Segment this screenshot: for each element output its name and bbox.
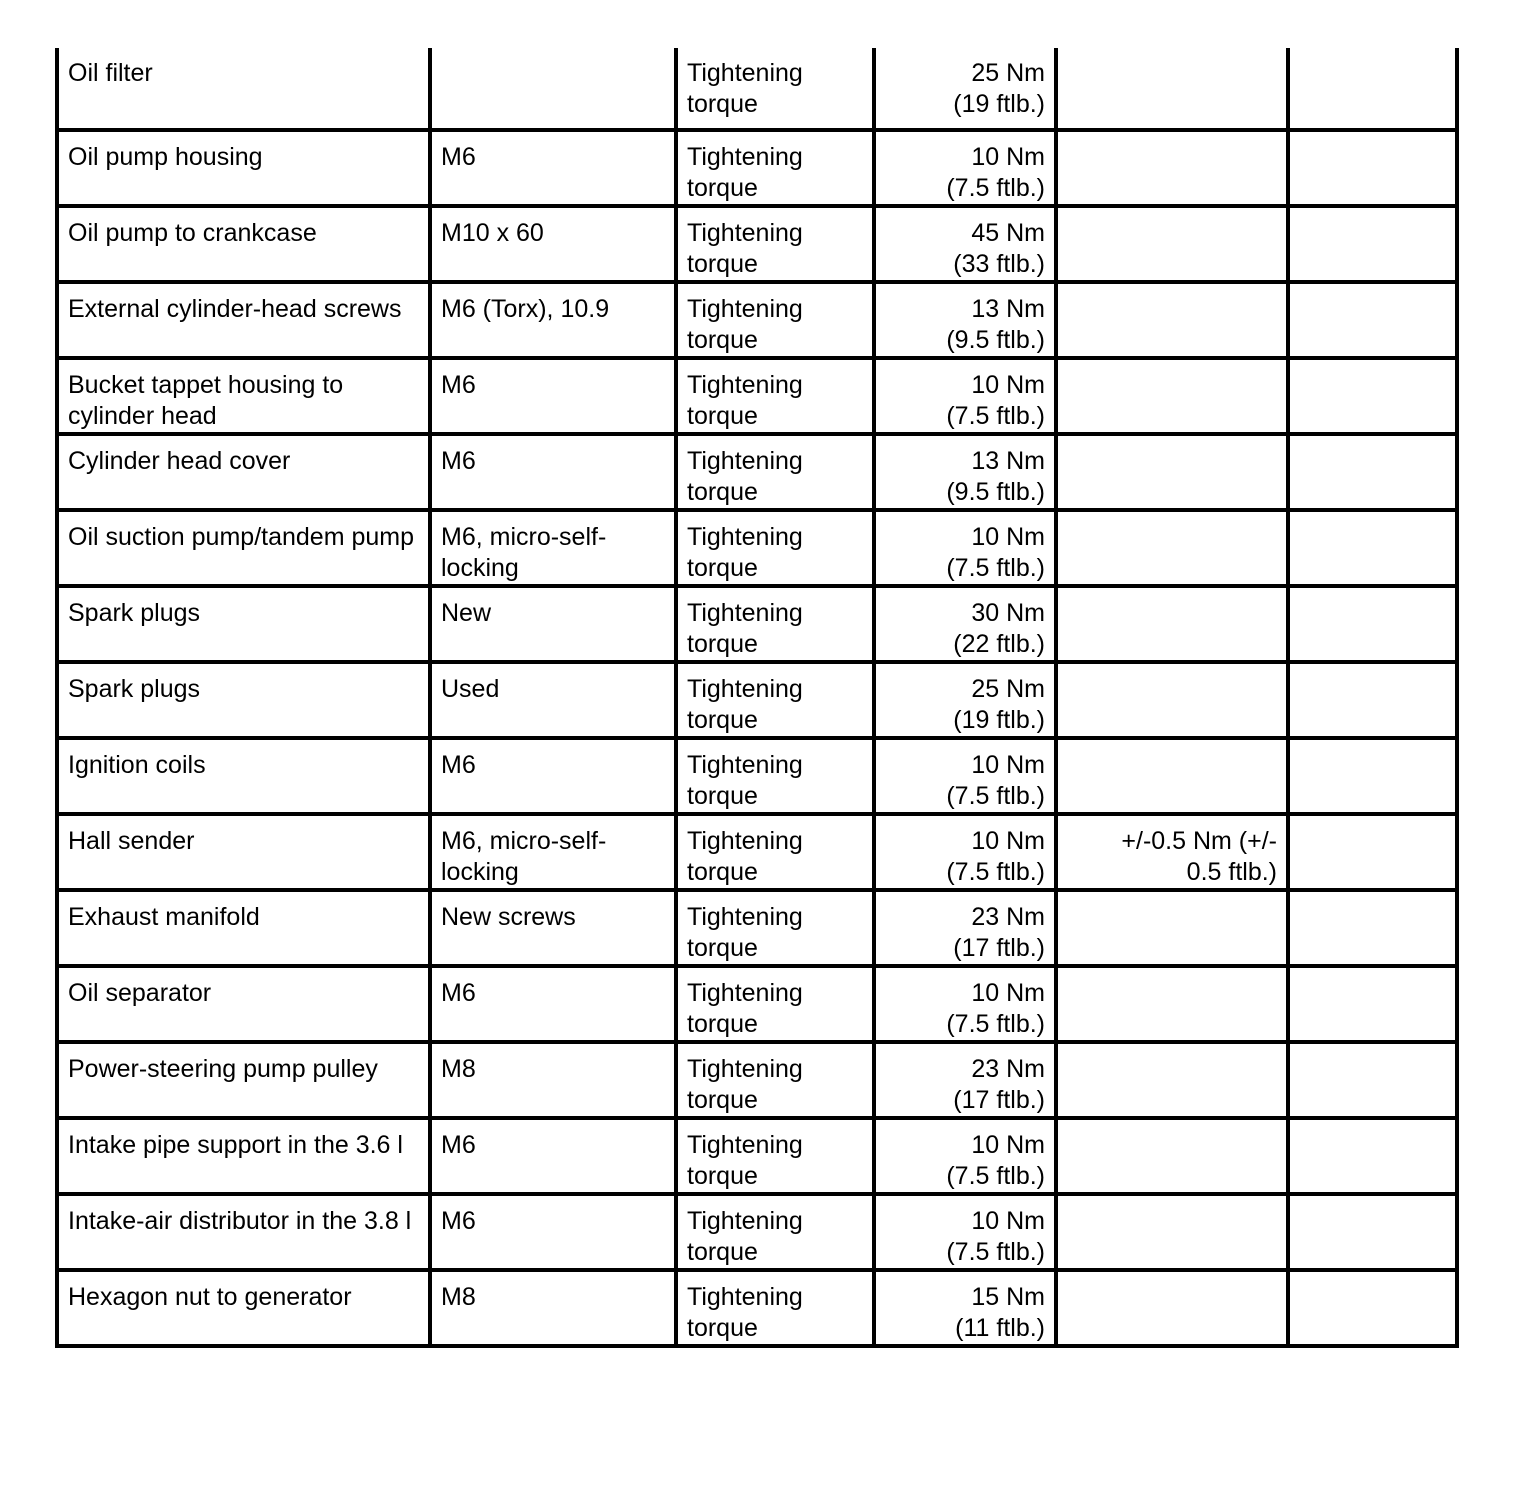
type-cell-line: Tightening <box>687 143 803 171</box>
value-cell-line: (9.5 ftlb.) <box>946 326 1045 354</box>
type-cell-line: torque <box>687 858 758 886</box>
note-cell <box>1288 1118 1457 1194</box>
value-cell <box>874 1194 1056 1270</box>
value-cell-line: 30 Nm <box>971 599 1045 627</box>
spec-cell: M6 <box>430 434 676 510</box>
value-cell-line: 10 Nm <box>971 1131 1045 1159</box>
value-cell-line: 25 Nm <box>971 59 1045 87</box>
type-cell <box>676 814 874 890</box>
value-cell-line: (17 ftlb.) <box>953 934 1045 962</box>
note-cell <box>1288 434 1457 510</box>
type-cell-line: Tightening <box>687 219 803 247</box>
type-cell-line: torque <box>687 90 758 118</box>
table-row <box>57 662 1457 738</box>
value-cell-line: 15 Nm <box>971 1283 1045 1311</box>
tolerance-cell <box>1056 662 1288 738</box>
component-cell: Cylinder head cover <box>57 434 430 510</box>
spec-cell: M8 <box>430 1042 676 1118</box>
table-row <box>57 966 1457 1042</box>
spec-cell: M6 <box>430 358 676 434</box>
value-cell <box>874 966 1056 1042</box>
type-cell-line: torque <box>687 782 758 810</box>
type-cell-line: torque <box>687 630 758 658</box>
value-cell-line: 25 Nm <box>971 675 1045 703</box>
value-cell <box>874 130 1056 206</box>
type-cell <box>676 966 874 1042</box>
spec-cell: M6 <box>430 1194 676 1270</box>
spec-cell: M10 x 60 <box>430 206 676 282</box>
type-cell <box>676 586 874 662</box>
type-cell-line: torque <box>687 250 758 278</box>
component-cell: Hexagon nut to generator <box>57 1270 430 1346</box>
table-row <box>57 890 1457 966</box>
table-row <box>57 1270 1457 1346</box>
type-cell <box>676 1194 874 1270</box>
value-cell <box>874 586 1056 662</box>
type-cell-line: Tightening <box>687 599 803 627</box>
tolerance-cell-line: +/-0.5 Nm (+/- <box>1121 827 1277 855</box>
type-cell <box>676 510 874 586</box>
value-cell-line: 10 Nm <box>971 523 1045 551</box>
tolerance-cell <box>1056 1042 1288 1118</box>
type-cell-line: torque <box>687 1314 758 1342</box>
value-cell <box>874 1042 1056 1118</box>
type-cell-line: torque <box>687 326 758 354</box>
value-cell <box>874 282 1056 358</box>
table-body <box>57 48 1457 1346</box>
note-cell <box>1288 358 1457 434</box>
table-row <box>57 586 1457 662</box>
spec-cell: M6 <box>430 738 676 814</box>
tolerance-cell <box>1056 814 1288 890</box>
type-cell-line: Tightening <box>687 295 803 323</box>
type-cell-line: torque <box>687 554 758 582</box>
type-cell <box>676 130 874 206</box>
tolerance-cell <box>1056 434 1288 510</box>
note-cell <box>1288 1194 1457 1270</box>
component-cell: Intake pipe support in the 3.6 l <box>57 1118 430 1194</box>
type-cell <box>676 738 874 814</box>
note-cell <box>1288 586 1457 662</box>
type-cell-line: torque <box>687 174 758 202</box>
spec-cell: Used <box>430 662 676 738</box>
table-row <box>57 434 1457 510</box>
component-cell: Oil separator <box>57 966 430 1042</box>
tolerance-cell <box>1056 510 1288 586</box>
value-cell <box>874 814 1056 890</box>
table-row <box>57 738 1457 814</box>
spec-cell: M6 <box>430 966 676 1042</box>
value-cell-line: (7.5 ftlb.) <box>946 782 1045 810</box>
component-cell: Hall sender <box>57 814 430 890</box>
note-cell <box>1288 282 1457 358</box>
value-cell-line: (7.5 ftlb.) <box>946 1162 1045 1190</box>
tolerance-cell <box>1056 966 1288 1042</box>
type-cell-line: torque <box>687 1162 758 1190</box>
type-cell <box>676 48 874 130</box>
value-cell-line: (11 ftlb.) <box>955 1314 1045 1342</box>
value-cell-line: (9.5 ftlb.) <box>946 478 1045 506</box>
type-cell <box>676 358 874 434</box>
table-row <box>57 1042 1457 1118</box>
spec-cell: M6, micro-self-locking <box>430 510 676 586</box>
component-cell: External cylinder-head screws <box>57 282 430 358</box>
component-cell: Oil pump housing <box>57 130 430 206</box>
component-cell: Exhaust manifold <box>57 890 430 966</box>
value-cell <box>874 1270 1056 1346</box>
component-cell: Oil suction pump/tandem pump <box>57 510 430 586</box>
value-cell-line: 23 Nm <box>971 903 1045 931</box>
value-cell <box>874 510 1056 586</box>
tolerance-cell <box>1056 130 1288 206</box>
note-cell <box>1288 130 1457 206</box>
value-cell-line: (7.5 ftlb.) <box>946 174 1045 202</box>
type-cell <box>676 1270 874 1346</box>
value-cell-line: (7.5 ftlb.) <box>946 402 1045 430</box>
value-cell-line: (7.5 ftlb.) <box>946 1010 1045 1038</box>
type-cell <box>676 206 874 282</box>
type-cell-line: Tightening <box>687 979 803 1007</box>
tolerance-cell <box>1056 1270 1288 1346</box>
tolerance-cell <box>1056 48 1288 130</box>
table-row <box>57 130 1457 206</box>
type-cell-line: Tightening <box>687 827 803 855</box>
value-cell <box>874 48 1056 130</box>
value-cell <box>874 890 1056 966</box>
table-row <box>57 1194 1457 1270</box>
tolerance-cell <box>1056 738 1288 814</box>
tolerance-cell-line: 0.5 ftlb.) <box>1186 858 1277 886</box>
table-row <box>57 510 1457 586</box>
value-cell <box>874 738 1056 814</box>
note-cell <box>1288 48 1457 130</box>
tolerance-cell <box>1056 358 1288 434</box>
value-cell <box>874 358 1056 434</box>
value-cell-line: (17 ftlb.) <box>953 1086 1045 1114</box>
value-cell-line: 10 Nm <box>971 143 1045 171</box>
component-cell: Ignition coils <box>57 738 430 814</box>
tolerance-cell <box>1056 890 1288 966</box>
type-cell-line: Tightening <box>687 523 803 551</box>
torque-spec-table <box>55 48 1459 1348</box>
note-cell <box>1288 662 1457 738</box>
value-cell-line: 10 Nm <box>971 751 1045 779</box>
value-cell-line: (7.5 ftlb.) <box>946 554 1045 582</box>
value-cell-line: 10 Nm <box>971 1207 1045 1235</box>
note-cell <box>1288 738 1457 814</box>
value-cell-line: 10 Nm <box>971 979 1045 1007</box>
component-cell: Spark plugs <box>57 586 430 662</box>
tolerance-cell <box>1056 1118 1288 1194</box>
note-cell <box>1288 890 1457 966</box>
type-cell <box>676 282 874 358</box>
spec-cell: M6 (Torx), 10.9 <box>430 282 676 358</box>
value-cell-line: 10 Nm <box>971 827 1045 855</box>
component-cell: Spark plugs <box>57 662 430 738</box>
component-cell: Intake-air distributor in the 3.8 l <box>57 1194 430 1270</box>
tolerance-cell <box>1056 586 1288 662</box>
table-row <box>57 48 1457 130</box>
type-cell <box>676 662 874 738</box>
note-cell <box>1288 1270 1457 1346</box>
value-cell <box>874 206 1056 282</box>
component-cell: Power-steering pump pulley <box>57 1042 430 1118</box>
value-cell-line: (19 ftlb.) <box>953 706 1045 734</box>
type-cell <box>676 1118 874 1194</box>
tolerance-cell <box>1056 206 1288 282</box>
value-cell-line: 13 Nm <box>971 295 1045 323</box>
tolerance-cell <box>1056 1194 1288 1270</box>
type-cell-line: Tightening <box>687 1283 803 1311</box>
spec-cell: M8 <box>430 1270 676 1346</box>
spec-cell: M6 <box>430 130 676 206</box>
type-cell-line: Tightening <box>687 447 803 475</box>
spec-cell <box>430 48 676 130</box>
type-cell-line: Tightening <box>687 675 803 703</box>
component-cell: Bucket tappet housing to cylinder head <box>57 358 430 434</box>
table-row <box>57 206 1457 282</box>
value-cell-line: 45 Nm <box>971 219 1045 247</box>
table-row <box>57 814 1457 890</box>
value-cell-line: 13 Nm <box>971 447 1045 475</box>
type-cell <box>676 1042 874 1118</box>
type-cell-line: Tightening <box>687 1055 803 1083</box>
table-row <box>57 1118 1457 1194</box>
spec-cell: New <box>430 586 676 662</box>
type-cell-line: torque <box>687 478 758 506</box>
type-cell <box>676 890 874 966</box>
note-cell <box>1288 1042 1457 1118</box>
value-cell-line: (19 ftlb.) <box>953 90 1045 118</box>
value-cell-line: 23 Nm <box>971 1055 1045 1083</box>
table-row <box>57 282 1457 358</box>
type-cell-line: torque <box>687 706 758 734</box>
type-cell-line: torque <box>687 1010 758 1038</box>
spec-cell: M6, micro-self-locking <box>430 814 676 890</box>
note-cell <box>1288 510 1457 586</box>
tolerance-cell <box>1056 282 1288 358</box>
spec-cell: M6 <box>430 1118 676 1194</box>
note-cell <box>1288 966 1457 1042</box>
table-row <box>57 358 1457 434</box>
value-cell-line: (7.5 ftlb.) <box>946 858 1045 886</box>
type-cell-line: Tightening <box>687 1131 803 1159</box>
value-cell <box>874 662 1056 738</box>
value-cell-line: (7.5 ftlb.) <box>946 1238 1045 1266</box>
type-cell-line: torque <box>687 402 758 430</box>
note-cell <box>1288 206 1457 282</box>
type-cell-line: torque <box>687 934 758 962</box>
type-cell-line: Tightening <box>687 1207 803 1235</box>
value-cell-line: 10 Nm <box>971 371 1045 399</box>
type-cell-line: torque <box>687 1086 758 1114</box>
component-cell: Oil pump to crankcase <box>57 206 430 282</box>
type-cell-line: torque <box>687 1238 758 1266</box>
spec-cell: New screws <box>430 890 676 966</box>
note-cell <box>1288 814 1457 890</box>
type-cell-line: Tightening <box>687 903 803 931</box>
value-cell-line: (22 ftlb.) <box>953 630 1045 658</box>
value-cell <box>874 1118 1056 1194</box>
type-cell-line: Tightening <box>687 371 803 399</box>
type-cell <box>676 434 874 510</box>
type-cell-line: Tightening <box>687 751 803 779</box>
value-cell <box>874 434 1056 510</box>
component-cell: Oil filter <box>57 48 430 130</box>
value-cell-line: (33 ftlb.) <box>953 250 1045 278</box>
type-cell-line: Tightening <box>687 59 803 87</box>
